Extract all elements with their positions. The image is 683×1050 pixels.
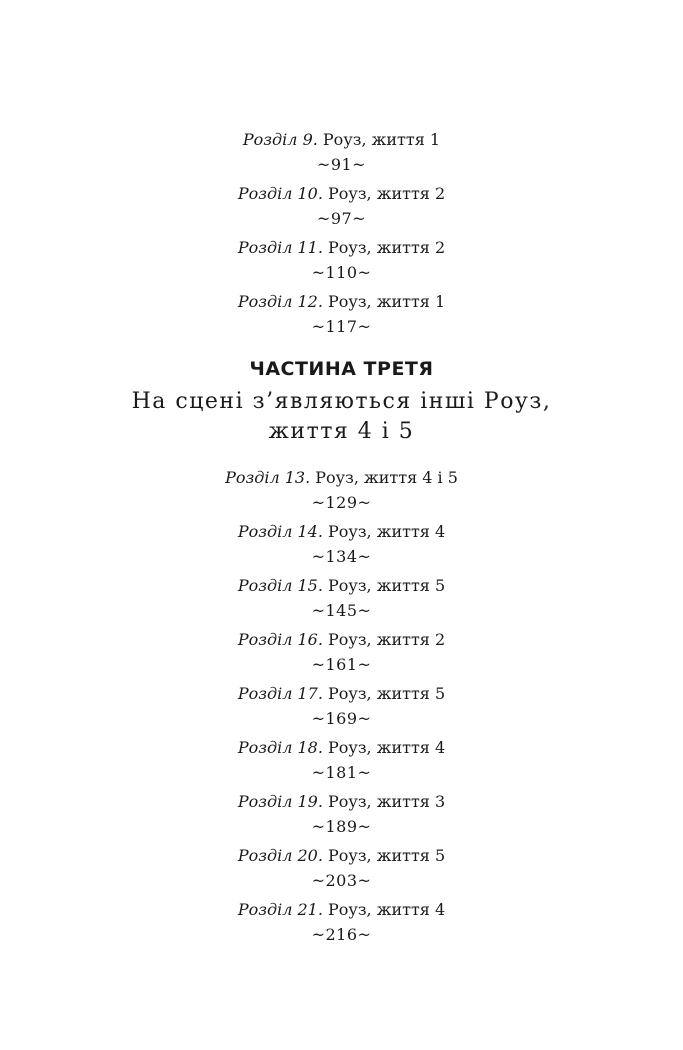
part-label: ЧАСТИНА ТРЕТЯ [249, 358, 434, 380]
chapter-title: Роуз, життя 4 [322, 900, 446, 919]
toc-entry [0, 627, 683, 681]
page-number: ~129~ [311, 493, 372, 512]
toc-entry [0, 573, 683, 627]
chapter-title: Роуз, життя 5 [322, 684, 446, 703]
toc-entry-title [0, 789, 683, 815]
chapter-label: Розділ 9. [242, 130, 318, 149]
toc-entry-title [0, 519, 683, 545]
toc-entry [0, 127, 683, 181]
toc-entry [0, 735, 683, 789]
chapter-label: Розділ 16. [237, 630, 323, 649]
chapter-label: Розділ 12. [237, 292, 323, 311]
toc-entry [0, 181, 683, 235]
page-number: ~203~ [311, 871, 372, 890]
chapter-title: Роуз, життя 4 [322, 522, 446, 541]
chapter-title: Роуз, життя 2 [322, 630, 446, 649]
chapter-title: Роуз, життя 2 [322, 184, 446, 203]
toc-entry-title [0, 127, 683, 153]
toc-entry [0, 897, 683, 951]
chapter-title: Роуз, життя 1 [322, 292, 446, 311]
toc-entry-title [0, 735, 683, 761]
chapter-label: Розділ 14. [237, 522, 323, 541]
chapter-label: Розділ 18. [237, 738, 323, 757]
toc-entry [0, 465, 683, 519]
page-number: ~117~ [311, 317, 372, 336]
toc-entry-title [0, 289, 683, 315]
page-number: ~97~ [316, 209, 367, 228]
toc-entry-title [0, 627, 683, 653]
toc-entry-title [0, 235, 683, 261]
toc-entry [0, 289, 683, 343]
toc-entry [0, 519, 683, 573]
chapter-title: Роуз, життя 3 [322, 792, 446, 811]
toc-entry-title [0, 573, 683, 599]
chapter-title: Роуз, життя 1 [317, 130, 441, 149]
chapter-title: Роуз, життя 5 [322, 846, 446, 865]
chapter-label: Розділ 19. [237, 792, 323, 811]
page-number: ~181~ [311, 763, 372, 782]
chapter-label: Розділ 20. [237, 846, 323, 865]
page-number: ~134~ [311, 547, 372, 566]
page-number: ~145~ [311, 601, 372, 620]
toc-entry [0, 235, 683, 289]
part-title-line-1: На сцені з’являються інші Роуз, [131, 389, 552, 414]
toc-entry-title [0, 465, 683, 491]
chapter-title: Роуз, життя 4 [322, 738, 446, 757]
chapter-label: Розділ 15. [237, 576, 323, 595]
part-title-line-2: життя 4 і 5 [268, 419, 415, 444]
page-number: ~91~ [316, 155, 367, 174]
toc-entry-title [0, 181, 683, 207]
page-number: ~161~ [311, 655, 372, 674]
page-number: ~189~ [311, 817, 372, 836]
chapter-title: Роуз, життя 5 [322, 576, 446, 595]
toc-entry-title [0, 681, 683, 707]
page-number: ~110~ [311, 263, 372, 282]
toc-list-part-three [0, 465, 683, 951]
page-number: ~216~ [311, 925, 372, 944]
page-number: ~169~ [311, 709, 372, 728]
part-three-heading [0, 355, 683, 447]
toc-entry-title [0, 843, 683, 869]
toc-entry [0, 843, 683, 897]
toc-entry-title [0, 897, 683, 923]
toc-entry [0, 789, 683, 843]
chapter-label: Розділ 10. [237, 184, 323, 203]
chapter-label: Розділ 21. [237, 900, 323, 919]
toc-entry [0, 681, 683, 735]
chapter-label: Розділ 17. [237, 684, 323, 703]
chapter-label: Розділ 11. [237, 238, 323, 257]
chapter-label: Розділ 13. [225, 468, 311, 487]
chapter-title: Роуз, життя 4 і 5 [310, 468, 458, 487]
toc-list-part-two [0, 127, 683, 343]
chapter-title: Роуз, життя 2 [322, 238, 446, 257]
